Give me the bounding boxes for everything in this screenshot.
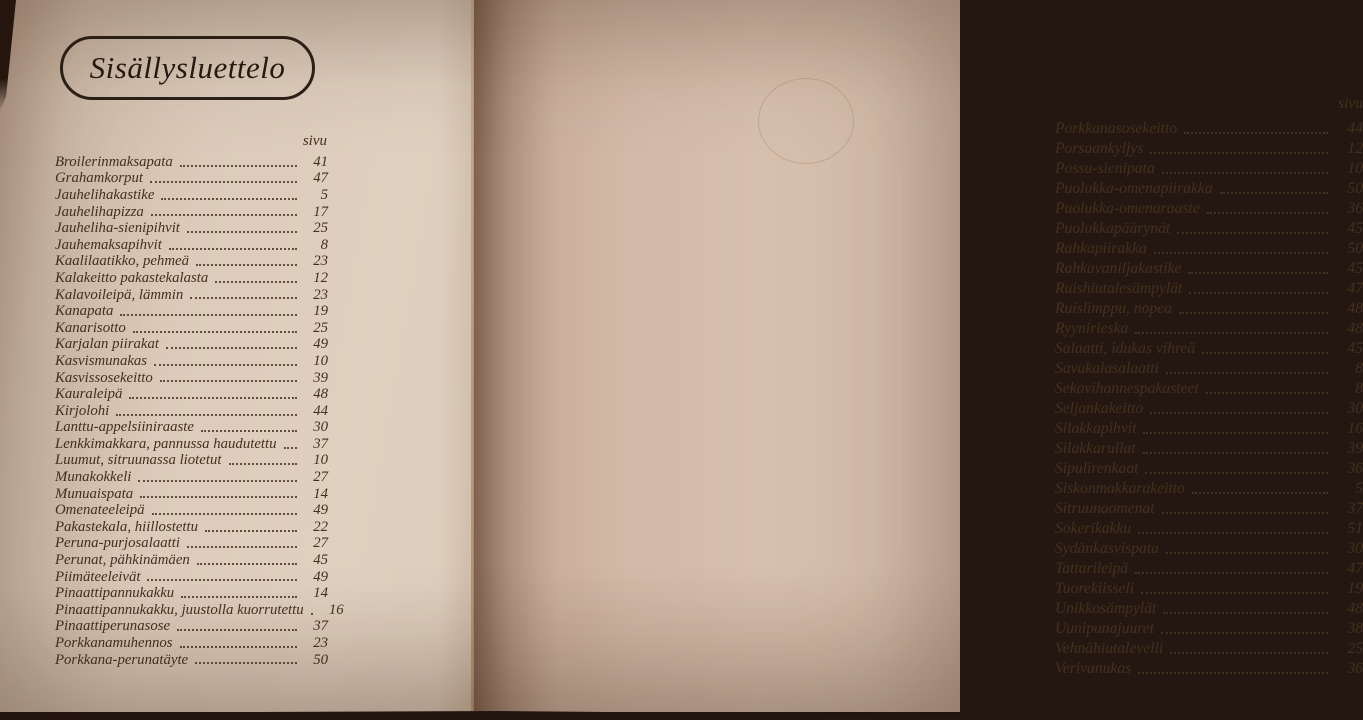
page-gutter-shadow-right [474,0,559,712]
recipe-title: Broilerinmaksapata [55,153,173,170]
recipe-title: Puolukkapäärynät [1055,220,1171,238]
toc-entry [55,551,328,568]
toc-entry [55,402,328,419]
page-number: 8 [1355,360,1363,378]
toc-entry [1055,297,1363,317]
recipe-title: Grahamkorput [55,170,143,187]
toc-entry [1055,497,1363,517]
toc-entry [55,485,328,502]
recipe-title: Puolukka-omenapiirakka [1055,180,1213,198]
photo-background-edge-bottom [0,711,960,720]
recipe-title: Seljankakeitto [1055,400,1144,418]
toc-entry [55,568,328,585]
toc-entry [1055,517,1363,537]
recipe-title: Savukalasalaatti [1055,360,1159,378]
recipe-title: Tuorekiisseli [1055,580,1135,598]
toc-entry [55,501,328,518]
toc-entry [55,468,328,485]
page-number: 10 [313,452,328,469]
dotted-leader [311,613,313,615]
page-number: 49 [313,502,328,519]
toc-entry [55,634,328,651]
page-number: 48 [1347,320,1363,338]
recipe-title: Sydänkasvispata [1055,540,1159,558]
page-gutter-shadow-left [438,0,472,712]
page-number: 5 [1355,480,1363,498]
toc-entry [1055,437,1363,457]
dotted-leader [166,347,297,349]
recipe-title: Sitruunaomenat [1055,500,1155,518]
page-number: 10 [313,352,328,369]
page-number: 39 [1347,440,1363,458]
recipe-title: Sokerikakku [1055,520,1132,538]
toc-entry [1055,637,1363,657]
dotted-leader [1189,292,1328,294]
toc-entry [55,186,328,203]
page-number: 50 [313,651,328,668]
page-number: 23 [313,253,328,270]
recipe-title: Kirjolohi [55,402,110,419]
dotted-leader [138,480,297,482]
toc-entry [55,219,328,236]
recipe-title: Possu-sienipata [1055,160,1155,178]
toc-entry [1055,257,1363,277]
toc-entry [1055,137,1363,157]
recipe-title: Vehnähiutalevelli [1055,640,1164,658]
dotted-leader [1192,492,1328,494]
toc-entry [55,385,328,402]
toc-title: Sisällysluettelo [89,50,286,85]
page-number: 44 [1347,120,1363,138]
page-number: 8 [320,236,328,253]
dotted-leader [187,546,297,548]
recipe-title: Pakastekala, hiillostettu [55,518,199,535]
page-stain-ring [758,78,854,164]
toc-title-frame [60,36,315,100]
recipe-title: Pinaattiperunasose [55,618,171,635]
recipe-title: Jauhemaksapihvit [55,236,162,253]
page-number: 38 [1347,620,1363,638]
page-number: 23 [313,286,328,303]
toc-entry [55,535,328,552]
toc-entry [55,203,328,220]
recipe-title: Lenkkimakkara, pannussa haudutettu [55,435,277,452]
recipe-title: Piimäteeleivät [55,568,141,585]
dotted-leader [1138,532,1328,534]
recipe-title: Munuaispata [55,485,134,502]
page-number: 37 [313,618,328,635]
toc-entry [55,419,328,436]
recipe-title: Pinaattipannukakku [55,585,175,602]
toc-entry [55,518,328,535]
page-number: 16 [328,601,344,618]
recipe-title: Verivanukas [1055,660,1132,678]
toc-entry [1055,177,1363,197]
dotted-leader [1135,332,1328,334]
toc-entry [1055,357,1363,377]
recipe-title: Tattarileipä [1055,560,1129,578]
recipe-title: Kalavoileipä, lämmin [55,286,184,303]
page-number: 19 [313,303,328,320]
toc-entry [1055,477,1363,497]
column-header-sivu-right: sivu [1338,95,1363,112]
recipe-title: Kasvissosekeitto [55,369,153,386]
toc-entry [55,435,328,452]
dotted-leader [147,579,297,581]
dotted-leader [1135,572,1328,574]
dotted-leader [116,414,297,416]
page-number: 25 [313,220,328,237]
dotted-leader [284,447,297,449]
dotted-leader [1206,392,1328,394]
page-number: 5 [320,186,328,203]
toc-entry [55,269,328,286]
dotted-leader [195,662,297,664]
toc-entry [55,452,328,469]
page-number: 36 [1347,460,1363,478]
recipe-title: Jauhelihakastike [55,186,155,203]
toc-entry [55,651,328,668]
toc-entry [1055,417,1363,437]
page-number: 49 [313,336,328,353]
dotted-leader [1184,132,1328,134]
page-number: 45 [1347,260,1363,278]
page-number: 14 [313,585,328,602]
dotted-leader [1166,552,1328,554]
dotted-leader [169,248,297,250]
dotted-leader [190,297,297,299]
toc-entry [55,618,328,635]
recipe-title: Puolukka-omenaraaste [1055,200,1200,218]
toc-entry [1055,197,1363,217]
toc-entry [55,286,328,303]
page-number: 25 [313,319,328,336]
toc-entry [55,253,328,270]
recipe-title: Sipulirenkaat [1055,460,1139,478]
toc-entry [55,352,328,369]
dotted-leader [160,380,297,382]
toc-entry [55,236,328,253]
toc-entry [1055,657,1363,677]
toc-entry [1055,557,1363,577]
dotted-leader [1143,452,1328,454]
dotted-leader [1161,632,1328,634]
page-number: 22 [313,518,328,535]
dotted-leader [129,397,297,399]
page-number: 48 [313,386,328,403]
dotted-leader [1163,612,1328,614]
dotted-leader [215,281,297,283]
page-number: 45 [1347,220,1363,238]
toc-list-right [1055,117,1363,677]
recipe-title: Kalakeitto pakastekalasta [55,269,209,286]
dotted-leader [154,364,297,366]
page-number: 39 [313,369,328,386]
page-number: 27 [313,535,328,552]
recipe-title: Karjalan piirakat [55,336,159,353]
dotted-leader [180,646,297,648]
recipe-title: Rahkapiirakka [1055,240,1147,258]
page-number: 12 [313,269,328,286]
dotted-leader [1143,432,1328,434]
recipe-title: Kaalilaatikko, pehmeä [55,253,189,270]
page-number: 41 [313,153,328,170]
page-number: 30 [1347,400,1363,418]
dotted-leader [151,214,297,216]
page-number: 45 [1347,340,1363,358]
toc-entry [55,336,328,353]
recipe-title: Porkkanasosekeitto [1055,120,1178,138]
recipe-title: Luumut, sitruunassa liotetut [55,452,222,469]
dotted-leader [150,181,297,183]
page-number: 50 [1347,240,1363,258]
dotted-leader [1177,232,1328,234]
recipe-title: Omenateeleipä [55,502,145,519]
toc-entry [55,170,328,187]
toc-entry [1055,317,1363,337]
recipe-title: Silakkapihvit [1055,420,1137,438]
page-number: 47 [1347,560,1363,578]
toc-entry [1055,537,1363,557]
toc-list-left [55,153,344,668]
dotted-leader [197,563,297,565]
toc-entry [1055,597,1363,617]
column-header-sivu-left: sivu [302,133,327,149]
dotted-leader [1166,372,1328,374]
recipe-title: Kasvismunakas [55,352,148,369]
toc-entry [55,319,328,336]
dotted-leader [1220,192,1328,194]
page-number: 44 [313,402,328,419]
recipe-title: Uunipunajuuret [1055,620,1155,638]
page-number: 50 [1347,180,1363,198]
page-number: 19 [1347,580,1363,598]
toc-entry [1055,277,1363,297]
dotted-leader [1162,172,1328,174]
dotted-leader [120,314,297,316]
page-number: 51 [1347,520,1363,538]
recipe-title: Ryynirieska [1055,320,1129,338]
recipe-title: Sekavihannespakasteet [1055,380,1199,398]
dotted-leader [229,463,298,465]
dotted-leader [180,165,297,167]
dotted-leader [201,430,297,432]
recipe-title: Unikkosämpylät [1055,600,1157,618]
dotted-leader [196,264,297,266]
recipe-title: Perunat, pähkinämäen [55,552,190,569]
page-number: 47 [1347,280,1363,298]
toc-entry [55,584,328,601]
toc-entry [1055,397,1363,417]
page-number: 10 [1347,160,1363,178]
page-number: 17 [313,203,328,220]
page-number: 8 [1355,380,1363,398]
page-number: 12 [1347,140,1363,158]
page-number: 37 [313,435,328,452]
toc-entry [55,369,328,386]
dotted-leader [1170,652,1328,654]
dotted-leader [177,629,297,631]
recipe-title: Munakokkeli [55,469,132,486]
page-number: 45 [313,552,328,569]
toc-entry [1055,617,1363,637]
dotted-leader [181,596,297,598]
recipe-title: Peruna-purjosalaatti [55,535,180,552]
dotted-leader [1162,512,1328,514]
toc-entry [1055,457,1363,477]
dotted-leader [187,231,297,233]
toc-entry [1055,217,1363,237]
page-number: 37 [1347,500,1363,518]
dotted-leader [1141,592,1328,594]
recipe-title: Lanttu-appelsiiniraaste [55,419,194,436]
dotted-leader [1202,352,1328,354]
dotted-leader [1150,152,1328,154]
page-number: 49 [313,568,328,585]
toc-entry [1055,337,1363,357]
page-number: 47 [313,170,328,187]
recipe-title: Jauhelihapizza [55,203,144,220]
page-number: 27 [313,469,328,486]
dotted-leader [1150,412,1328,414]
recipe-title: Siskonmakkarakeitto [1055,480,1185,498]
dotted-leader [1145,472,1328,474]
page-number: 48 [1347,300,1363,318]
toc-entry [55,302,328,319]
page-number: 48 [1347,600,1363,618]
recipe-title: Kanapata [55,303,114,320]
recipe-title: Porkkanamuhennos [55,635,173,652]
toc-entry [55,601,344,618]
left-page [0,0,473,712]
recipe-title: Kanarisotto [55,319,126,336]
toc-entry [55,153,328,170]
page-number: 16 [1347,420,1363,438]
dotted-leader [1154,252,1328,254]
page-number: 25 [1347,640,1363,658]
page-number: 14 [313,485,328,502]
toc-entry [1055,157,1363,177]
toc-entry [1055,237,1363,257]
toc-entry [1055,377,1363,397]
recipe-title: Salaatti, idukas vihreä [1055,340,1196,358]
page-number: 36 [1347,200,1363,218]
dotted-leader [133,331,297,333]
toc-entry [1055,577,1363,597]
recipe-title: Ruishiutalesämpylät [1055,280,1183,298]
dotted-leader [152,513,297,515]
page-number: 23 [313,635,328,652]
dotted-leader [161,198,297,200]
dotted-leader [140,496,297,498]
page-number: 30 [1347,540,1363,558]
recipe-title: Ruislimppu, nopea [1055,300,1172,318]
dotted-leader [1188,272,1328,274]
page-number: 30 [313,419,328,436]
recipe-title: Porkkana-perunatäyte [55,651,189,668]
dotted-leader [1179,312,1328,314]
recipe-title: Rahkavaniljakastike [1055,260,1182,278]
dotted-leader [205,530,297,532]
dotted-leader [1207,212,1328,214]
recipe-title: Porsaankyljys [1055,140,1144,158]
dotted-leader [1138,672,1328,674]
recipe-title: Kauraleipä [55,386,123,403]
recipe-title: Silakkarullat [1055,440,1136,458]
toc-entry [1055,117,1363,137]
page-number: 36 [1347,660,1363,678]
recipe-title: Pinaattipannukakku, juustolla kuorrutettu [55,601,304,618]
recipe-title: Jauheliha-sienipihvit [55,220,180,237]
